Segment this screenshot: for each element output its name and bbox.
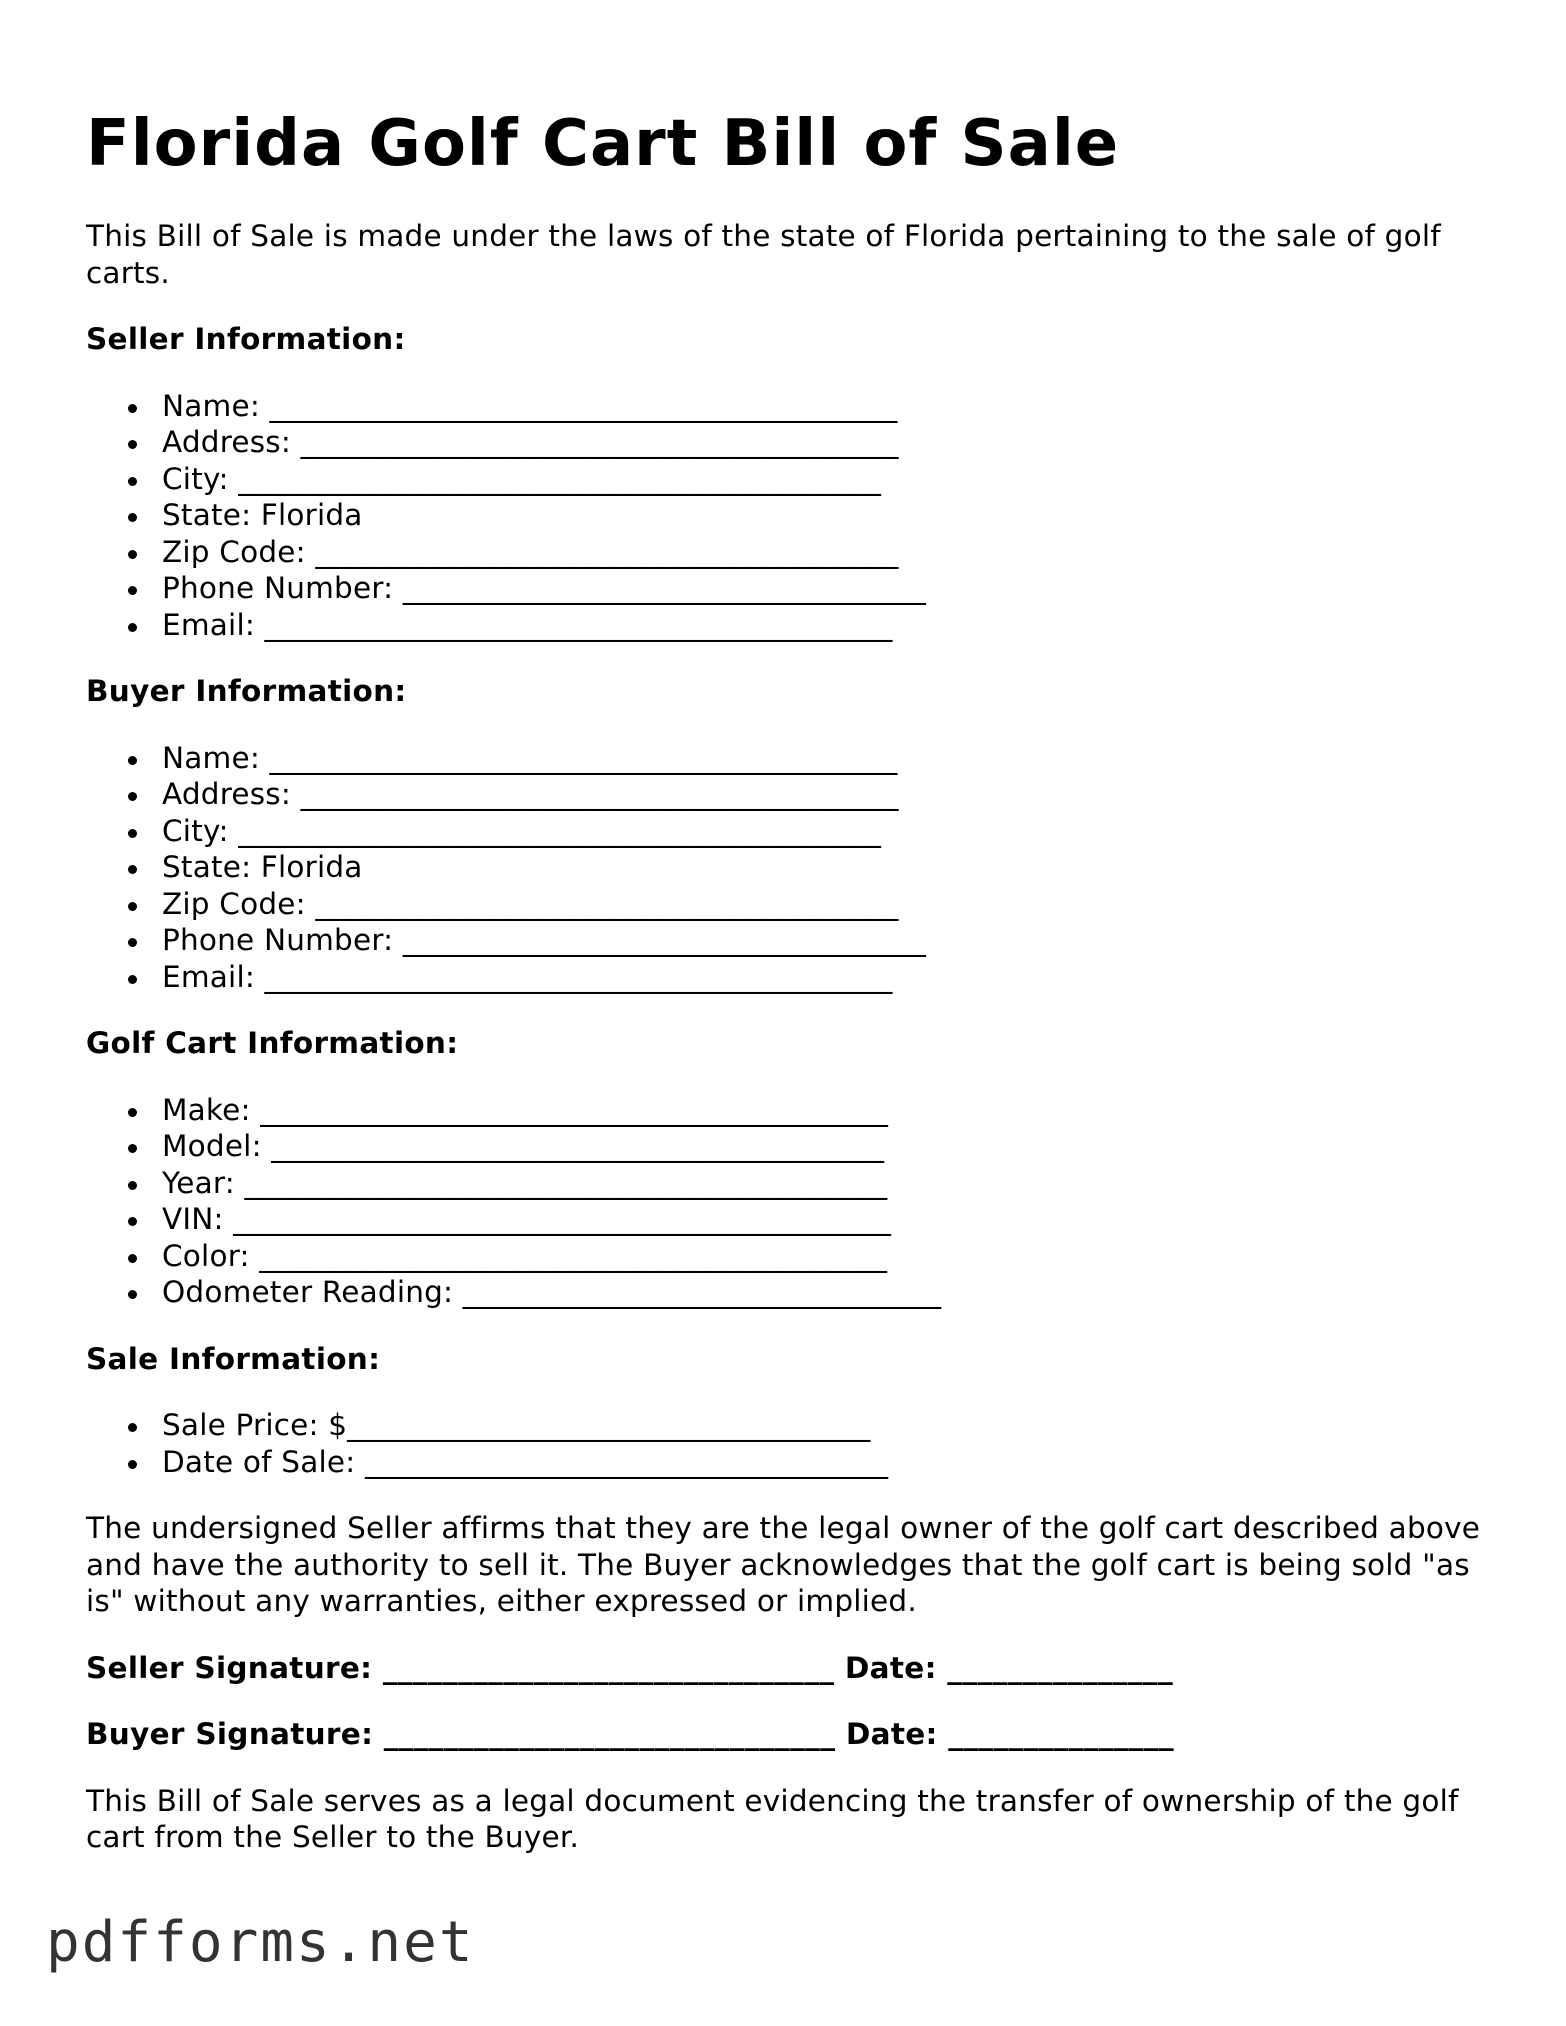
cart-year-field[interactable]: Year: ___________________________________________ (128, 1165, 1486, 1202)
sale-price-field[interactable]: Sale Price: $___________________________________ (128, 1407, 1486, 1444)
seller-signature-line[interactable]: Seller Signature: ______________________________ Date: _______________ (86, 1650, 1174, 1685)
intro-paragraph: This Bill of Sale is made under the laws of the state of Florida pertaining to the sale of golf carts. (86, 219, 1441, 290)
buyer-email-field[interactable]: Email: __________________________________________ (128, 959, 1486, 996)
buyer-state-field: State: Florida (128, 849, 1486, 886)
seller-email-field[interactable]: Email: __________________________________________ (128, 607, 1486, 644)
affirmation-paragraph: The undersigned Seller affirms that they are the legal owner of the golf cart described above and have the authority to sell it. The Buyer acknowledges that the golf cart is being sold "as is" without any warranties, either expressed or implied. (86, 1511, 1481, 1618)
seller-phone-field[interactable]: Phone Number: ___________________________________ (128, 570, 1486, 607)
cart-vin-field[interactable]: VIN: ____________________________________________ (128, 1201, 1486, 1238)
buyer-name-field[interactable]: Name: __________________________________________ (128, 740, 1486, 777)
seller-information-list (86, 388, 1486, 644)
seller-address-field[interactable]: Address: ________________________________________ (128, 424, 1486, 461)
seller-name-field[interactable]: Name: __________________________________________ (128, 388, 1486, 425)
closing-paragraph: This Bill of Sale serves as a legal document evidencing the transfer of ownership of the golf cart from the Seller to the Buyer. (86, 1783, 1459, 1854)
buyer-information-heading: Buyer Information: (86, 674, 407, 708)
sale-date-field[interactable]: Date of Sale: ___________________________________ (128, 1444, 1486, 1481)
pdfforms-watermark: pdfforms.net (46, 1910, 475, 1975)
buyer-information-list (86, 740, 1486, 996)
sale-information-heading: Sale Information: (86, 1341, 381, 1376)
seller-state-field: State: Florida (128, 497, 1486, 534)
buyer-address-field[interactable]: Address: ________________________________________ (128, 776, 1486, 813)
cart-odometer-field[interactable]: Odometer Reading: ________________________________ (128, 1274, 1486, 1311)
document-page (86, 100, 1486, 1856)
cart-color-field[interactable]: Color: __________________________________________ (128, 1238, 1486, 1275)
sale-information-list (86, 1407, 1486, 1480)
golf-cart-information-list (86, 1092, 1486, 1311)
buyer-phone-field[interactable]: Phone Number: ___________________________________ (128, 922, 1486, 959)
seller-zip-field[interactable]: Zip Code: _______________________________________ (128, 534, 1486, 571)
seller-city-field[interactable]: City: ___________________________________________ (128, 461, 1486, 498)
cart-make-field[interactable]: Make: __________________________________________ (128, 1092, 1486, 1129)
document-title: Florida Golf Cart Bill of Sale (86, 107, 1120, 181)
buyer-signature-line[interactable]: Buyer Signature: ______________________________ Date: _______________ (86, 1717, 1174, 1751)
cart-model-field[interactable]: Model: _________________________________________ (128, 1128, 1486, 1165)
buyer-zip-field[interactable]: Zip Code: _______________________________________ (128, 886, 1486, 923)
golf-cart-information-heading: Golf Cart Information: (86, 1026, 459, 1060)
buyer-city-field[interactable]: City: ___________________________________________ (128, 813, 1486, 850)
seller-information-heading: Seller Information: (86, 322, 406, 356)
